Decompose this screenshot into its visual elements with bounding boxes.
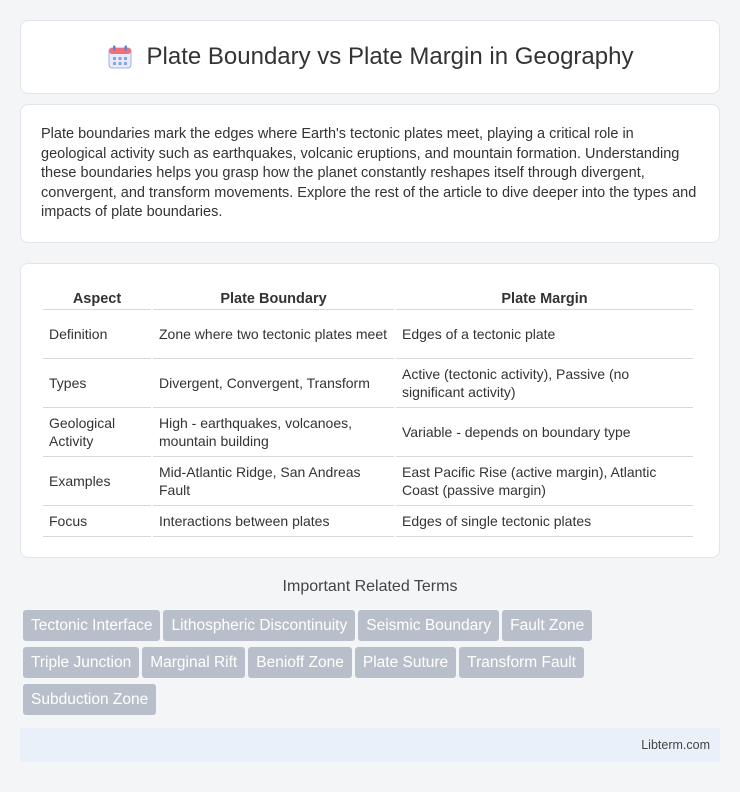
related-term-tag[interactable]: Lithospheric Discontinuity	[163, 610, 355, 641]
table-cell: Mid-Atlantic Ridge, San Andreas Fault	[153, 457, 394, 506]
related-term-tag[interactable]: Transform Fault	[459, 647, 584, 678]
table-cell: Geological Activity	[43, 408, 151, 457]
page-title: Plate Boundary vs Plate Margin in Geography	[146, 43, 634, 70]
table-cell: Active (tectonic activity), Passive (no significant activity)	[396, 359, 693, 408]
table-cell: Types	[43, 359, 151, 408]
table-cell: East Pacific Rise (active margin), Atlantic Coast (passive margin)	[396, 457, 693, 506]
table-row	[43, 408, 693, 457]
title-card	[20, 20, 720, 94]
related-terms-list	[23, 610, 703, 721]
table-cell: High - earthquakes, volcanoes, mountain building	[153, 408, 394, 457]
related-term-tag[interactable]: Seismic Boundary	[358, 610, 499, 641]
table-row	[43, 310, 693, 359]
table-cell: Edges of single tectonic plates	[396, 506, 693, 537]
footer	[20, 728, 720, 762]
related-terms-title: Important Related Terms	[282, 578, 458, 595]
table-cell: Edges of a tectonic plate	[396, 310, 693, 359]
table-cell: Examples	[43, 457, 151, 506]
related-term-tag[interactable]: Tectonic Interface	[23, 610, 160, 641]
header-plate-margin: Plate Margin	[396, 284, 693, 310]
comparison-table-card	[20, 263, 720, 558]
calendar-icon	[107, 44, 133, 70]
related-term-tag[interactable]: Subduction Zone	[23, 684, 156, 715]
table-row	[43, 359, 693, 408]
related-term-tag[interactable]: Triple Junction	[23, 647, 139, 678]
footer-site-link[interactable]: Libterm.com	[641, 738, 710, 752]
related-term-tag[interactable]: Marginal Rift	[142, 647, 245, 678]
related-term-tag[interactable]: Benioff Zone	[248, 647, 352, 678]
table-cell: Interactions between plates	[153, 506, 394, 537]
table-cell: Zone where two tectonic plates meet	[153, 310, 394, 359]
table-cell: Divergent, Convergent, Transform	[153, 359, 394, 408]
intro-card	[20, 104, 720, 243]
table-cell: Focus	[43, 506, 151, 537]
comparison-table	[41, 284, 695, 537]
related-term-tag[interactable]: Fault Zone	[502, 610, 592, 641]
table-row	[43, 506, 693, 537]
related-term-tag[interactable]: Plate Suture	[355, 647, 456, 678]
header-plate-boundary: Plate Boundary	[153, 284, 394, 310]
table-header-row	[43, 284, 693, 310]
table-cell: Definition	[43, 310, 151, 359]
table-cell: Variable - depends on boundary type	[396, 408, 693, 457]
table-row	[43, 457, 693, 506]
intro-text: Plate boundaries mark the edges where Earth's tectonic plates meet, playing a critical role in geological activity such as earthquakes, volcanic eruptions, and mountain formation. Understanding these boundaries helps you grasp how the planet constantly reshapes itself through divergent, convergent, and transform movements. Explore the rest of the article to dive deeper into the types and impacts of plate boundaries.	[41, 126, 697, 220]
header-aspect: Aspect	[43, 284, 151, 310]
